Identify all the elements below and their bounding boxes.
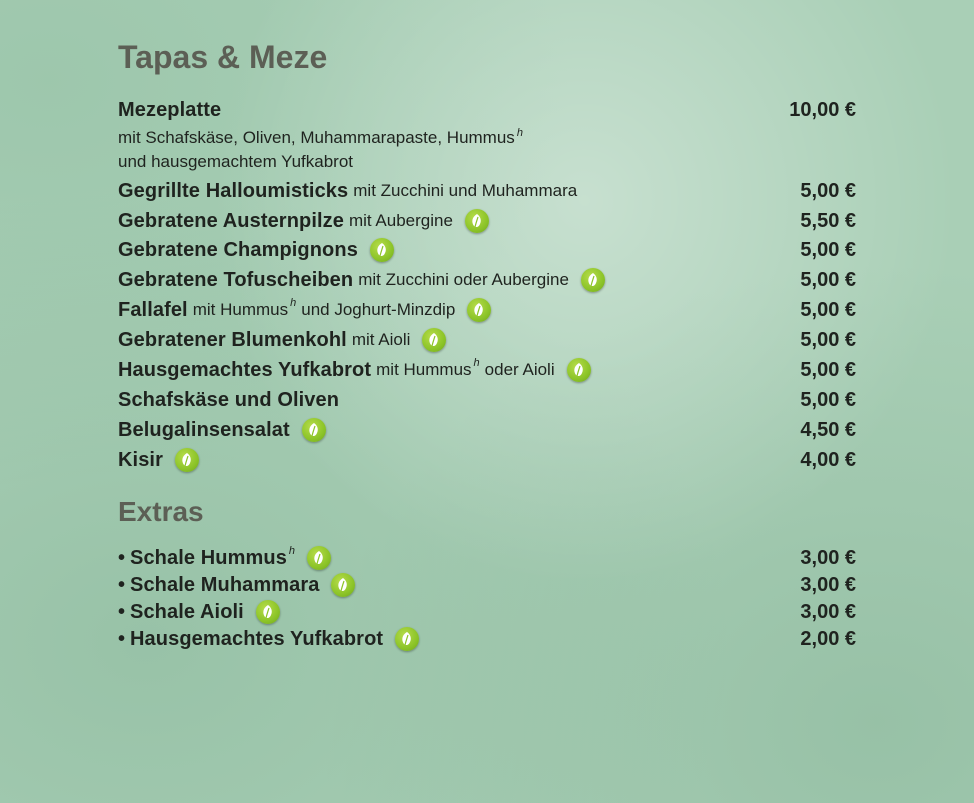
item-name: Belugalinsensalat xyxy=(118,418,290,441)
item-price: 4,00 € xyxy=(800,448,856,471)
item-description: mit Hummus xyxy=(192,300,289,319)
item-name: Kisir xyxy=(118,448,163,471)
leaf-icon xyxy=(307,546,331,570)
leaf-icon xyxy=(395,627,419,651)
extra-item xyxy=(118,626,856,652)
leaf-icon xyxy=(465,209,489,233)
item-name: Schale Aioli xyxy=(130,600,244,623)
item-name: Schale Hummus xyxy=(130,546,287,569)
allergen-superscript: h xyxy=(290,297,297,309)
item-price: 3,00 € xyxy=(800,600,856,623)
item-description: mit Hummus xyxy=(376,360,472,379)
menu-item xyxy=(118,297,856,323)
item-description-continued: oder Aioli xyxy=(484,360,555,379)
extra-item xyxy=(118,545,856,571)
item-price: 3,00 € xyxy=(800,546,856,569)
item-price: 5,00 € xyxy=(800,388,856,411)
item-name: Schale Muhammara xyxy=(130,573,320,596)
item-description: mit Zucchini oder Aubergine xyxy=(358,270,569,289)
leaf-icon xyxy=(331,573,355,597)
bullet: • xyxy=(118,573,126,596)
allergen-superscript: h xyxy=(288,545,296,557)
extra-item xyxy=(118,572,856,598)
menu-item-mezeplatte xyxy=(118,97,856,123)
item-name: Fallafel xyxy=(118,298,188,321)
item-price: 2,00 € xyxy=(800,627,856,650)
item-price: 5,00 € xyxy=(800,238,856,261)
bullet: • xyxy=(118,546,126,569)
item-name: Hausgemachtes Yufkabrot xyxy=(130,627,384,650)
leaf-icon xyxy=(567,358,591,382)
item-name: Gebratene Austernpilze xyxy=(118,209,344,232)
item-name: Hausgemachtes Yufkabrot xyxy=(118,358,372,381)
item-description: mit Aubergine xyxy=(348,211,453,230)
menu-item xyxy=(118,417,856,443)
item-price: 5,00 € xyxy=(800,358,856,381)
mezeplatte-description xyxy=(118,127,523,172)
leaf-icon xyxy=(370,238,394,262)
item-price: 3,00 € xyxy=(800,573,856,596)
item-name: Gebratener Blumenkohl xyxy=(118,328,347,351)
leaf-icon xyxy=(302,418,326,442)
item-description-continued: und Joghurt-Minzdip xyxy=(301,300,456,319)
leaf-icon xyxy=(467,298,491,322)
leaf-icon xyxy=(175,448,199,472)
description-line: mit Schafskäse, Oliven, Muhammarapaste, Hummus xyxy=(118,128,515,147)
menu-item xyxy=(118,178,856,204)
extra-item xyxy=(118,599,856,625)
menu-item xyxy=(118,357,856,383)
item-name: Gebratene Tofuscheiben xyxy=(118,268,354,291)
item-name: Gegrillte Halloumisticks xyxy=(118,179,349,202)
menu-item xyxy=(118,237,856,263)
allergen-superscript: h xyxy=(473,357,480,369)
item-price: 5,00 € xyxy=(800,328,856,351)
leaf-icon xyxy=(581,268,605,292)
item-price: 5,00 € xyxy=(800,179,856,202)
bullet: • xyxy=(118,600,126,623)
item-name: Mezeplatte xyxy=(118,98,222,121)
menu-item xyxy=(118,208,856,234)
item-price: 5,00 € xyxy=(800,298,856,321)
bullet: • xyxy=(118,627,126,650)
item-description: mit Aioli xyxy=(351,330,411,349)
leaf-icon xyxy=(422,328,446,352)
item-price: 10,00 € xyxy=(789,98,856,121)
menu-item xyxy=(118,267,856,293)
item-name: Gebratene Champignons xyxy=(118,238,358,261)
item-description: mit Zucchini und Muhammara xyxy=(353,181,578,200)
menu-item xyxy=(118,447,856,473)
allergen-superscript: h xyxy=(516,127,523,139)
item-price: 5,00 € xyxy=(800,268,856,291)
extras-section-title: Extras xyxy=(118,496,204,527)
item-price: 5,50 € xyxy=(800,209,856,232)
description-line: und hausgemachtem Yufkabrot xyxy=(118,152,354,171)
item-price: 4,50 € xyxy=(800,418,856,441)
leaf-icon xyxy=(256,600,280,624)
item-name: Schafskäse und Oliven xyxy=(118,388,340,411)
menu-item xyxy=(118,327,856,353)
menu-item xyxy=(118,387,856,413)
tapas-section-title: Tapas & Meze xyxy=(118,39,328,75)
